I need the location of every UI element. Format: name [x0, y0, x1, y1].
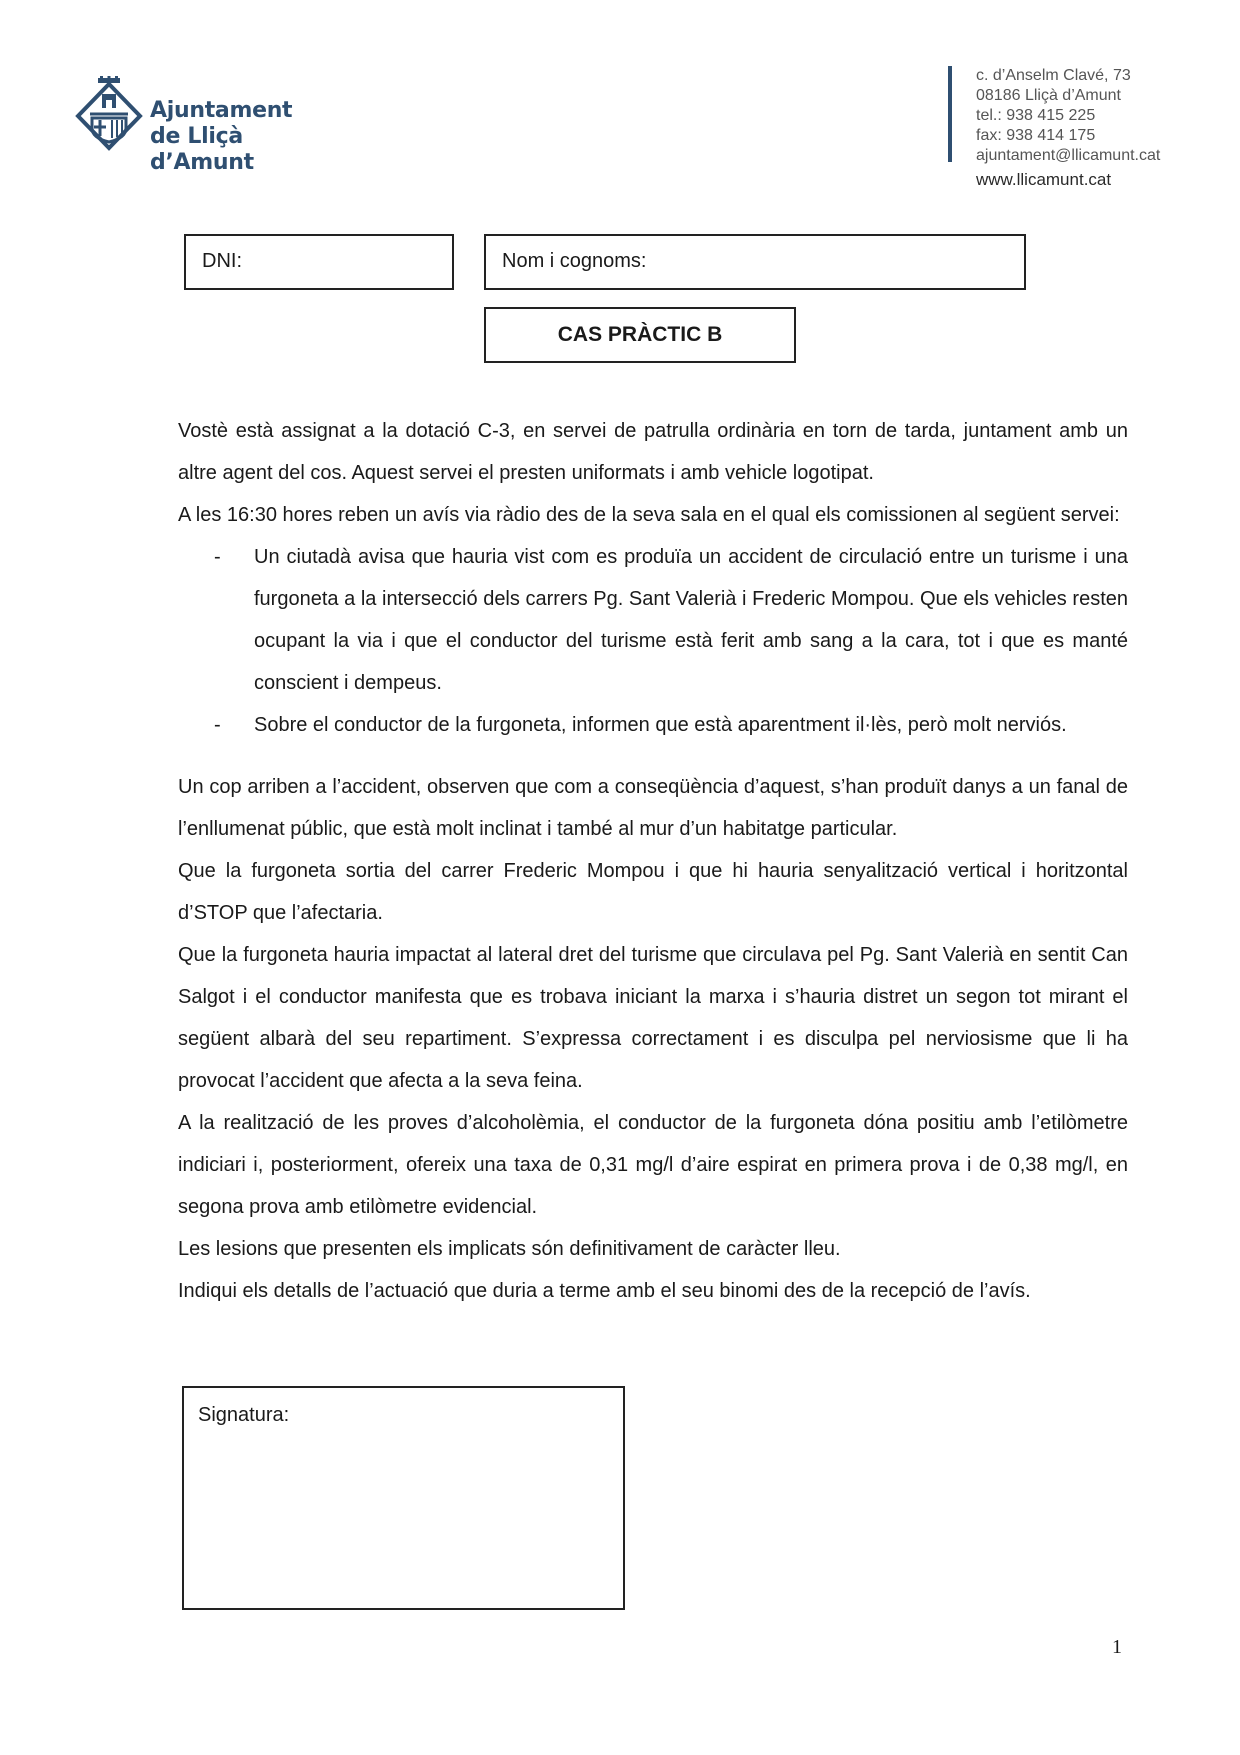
paragraph-7: Les lesions que presenten els implicats són definitivament de caràcter lleu. — [178, 1238, 841, 1260]
dni-label: DNI: — [202, 250, 242, 272]
signature-field[interactable] — [182, 1386, 625, 1610]
notice-list — [178, 536, 1128, 746]
contact-divider — [948, 66, 952, 162]
paragraph-4: Que la furgoneta sortia del carrer Frederic Mompou i que hi hauria senyalització vertical i horitzontal d’STOP que l’afectaria. — [178, 860, 1128, 924]
contact-address: c. d’Anselm Clavé, 73 — [976, 67, 1131, 84]
case-title: CAS PRÀCTIC B — [484, 307, 796, 363]
list-item: - Un ciutadà avisa que hauria vist com es produïa un accident de circulació entre un turisme i una furgoneta a la intersecció dels carrers Pg. Sant Valerià i Frederic Mompou. Que els vehicles resten ocupant la via i que el conductor del turisme està ferit amb sang a la cara, tot i que es manté conscient i dempeus. — [178, 536, 1128, 704]
paragraph-8: Indiqui els detalls de l’actuació que duria a terme amb el seu binomi des de la recepció de l’avís. — [178, 1280, 1031, 1302]
contact-email: ajuntament@llicamunt.cat — [976, 147, 1161, 164]
contact-website: www.llicamunt.cat — [976, 170, 1112, 189]
contact-block — [976, 66, 1160, 190]
list-item: - Sobre el conductor de la furgoneta, informen que està aparentment il·lès, però molt nerviós. — [178, 704, 1128, 746]
signature-label: Signatura: — [198, 1404, 290, 1426]
contact-fax: fax: 938 414 175 — [976, 127, 1096, 144]
paragraph-3: Un cop arriben a l’accident, observen que com a conseqüència d’aquest, s’han produït danys a un fanal de l’enllumenat públic, que està molt inclinat i també al mur d’un habitatge particular. — [178, 776, 1128, 840]
municipal-logo — [74, 76, 344, 175]
case-body — [178, 410, 1128, 1312]
paragraph-2: A les 16:30 hores reben un avís via ràdio des de la seva sala en el qual els comissionen al següent servei: — [178, 504, 1120, 526]
coat-of-arms-icon — [74, 76, 144, 156]
paragraph-6: A la realització de les proves d’alcoholèmia, el conductor de la furgoneta dóna positiu amb l’etilòmetre indiciari i, posteriorment, ofereix una taxa de 0,31 mg/l d’aire espirat en primera prova i de 0,38 mg/l, en segona prova amb etilòmetre evidencial. — [178, 1112, 1128, 1218]
dni-field[interactable] — [184, 234, 454, 290]
logo-line-1: Ajuntament — [150, 98, 293, 123]
paragraph-5: Que la furgoneta hauria impactat al lateral dret del turisme que circulava pel Pg. Sant Valerià en sentit Can Salgot i el conductor manifesta que es trobava iniciant la marxa i s’hauria distret un segon tot mirant el següent albarà del seu repartiment. S’expressa correctament i es disculpa pel nerviosisme que li ha provocat l’accident que afecta a la seva feina. — [178, 944, 1128, 1092]
contact-phone: tel.: 938 415 225 — [976, 107, 1096, 124]
paragraph-1: Vostè està assignat a la dotació C-3, en servei de patrulla ordinària en torn de tarda, juntament amb un altre agent del cos. Aquest servei el presten uniformats i amb vehicle logotipat. — [178, 420, 1128, 484]
logo-line-2: de Lliçà d’Amunt — [150, 124, 254, 175]
name-field[interactable] — [484, 234, 1026, 290]
name-label: Nom i cognoms: — [502, 250, 647, 272]
contact-postcode: 08186 Lliçà d’Amunt — [976, 87, 1121, 104]
page-number: 1 — [1112, 1636, 1122, 1658]
